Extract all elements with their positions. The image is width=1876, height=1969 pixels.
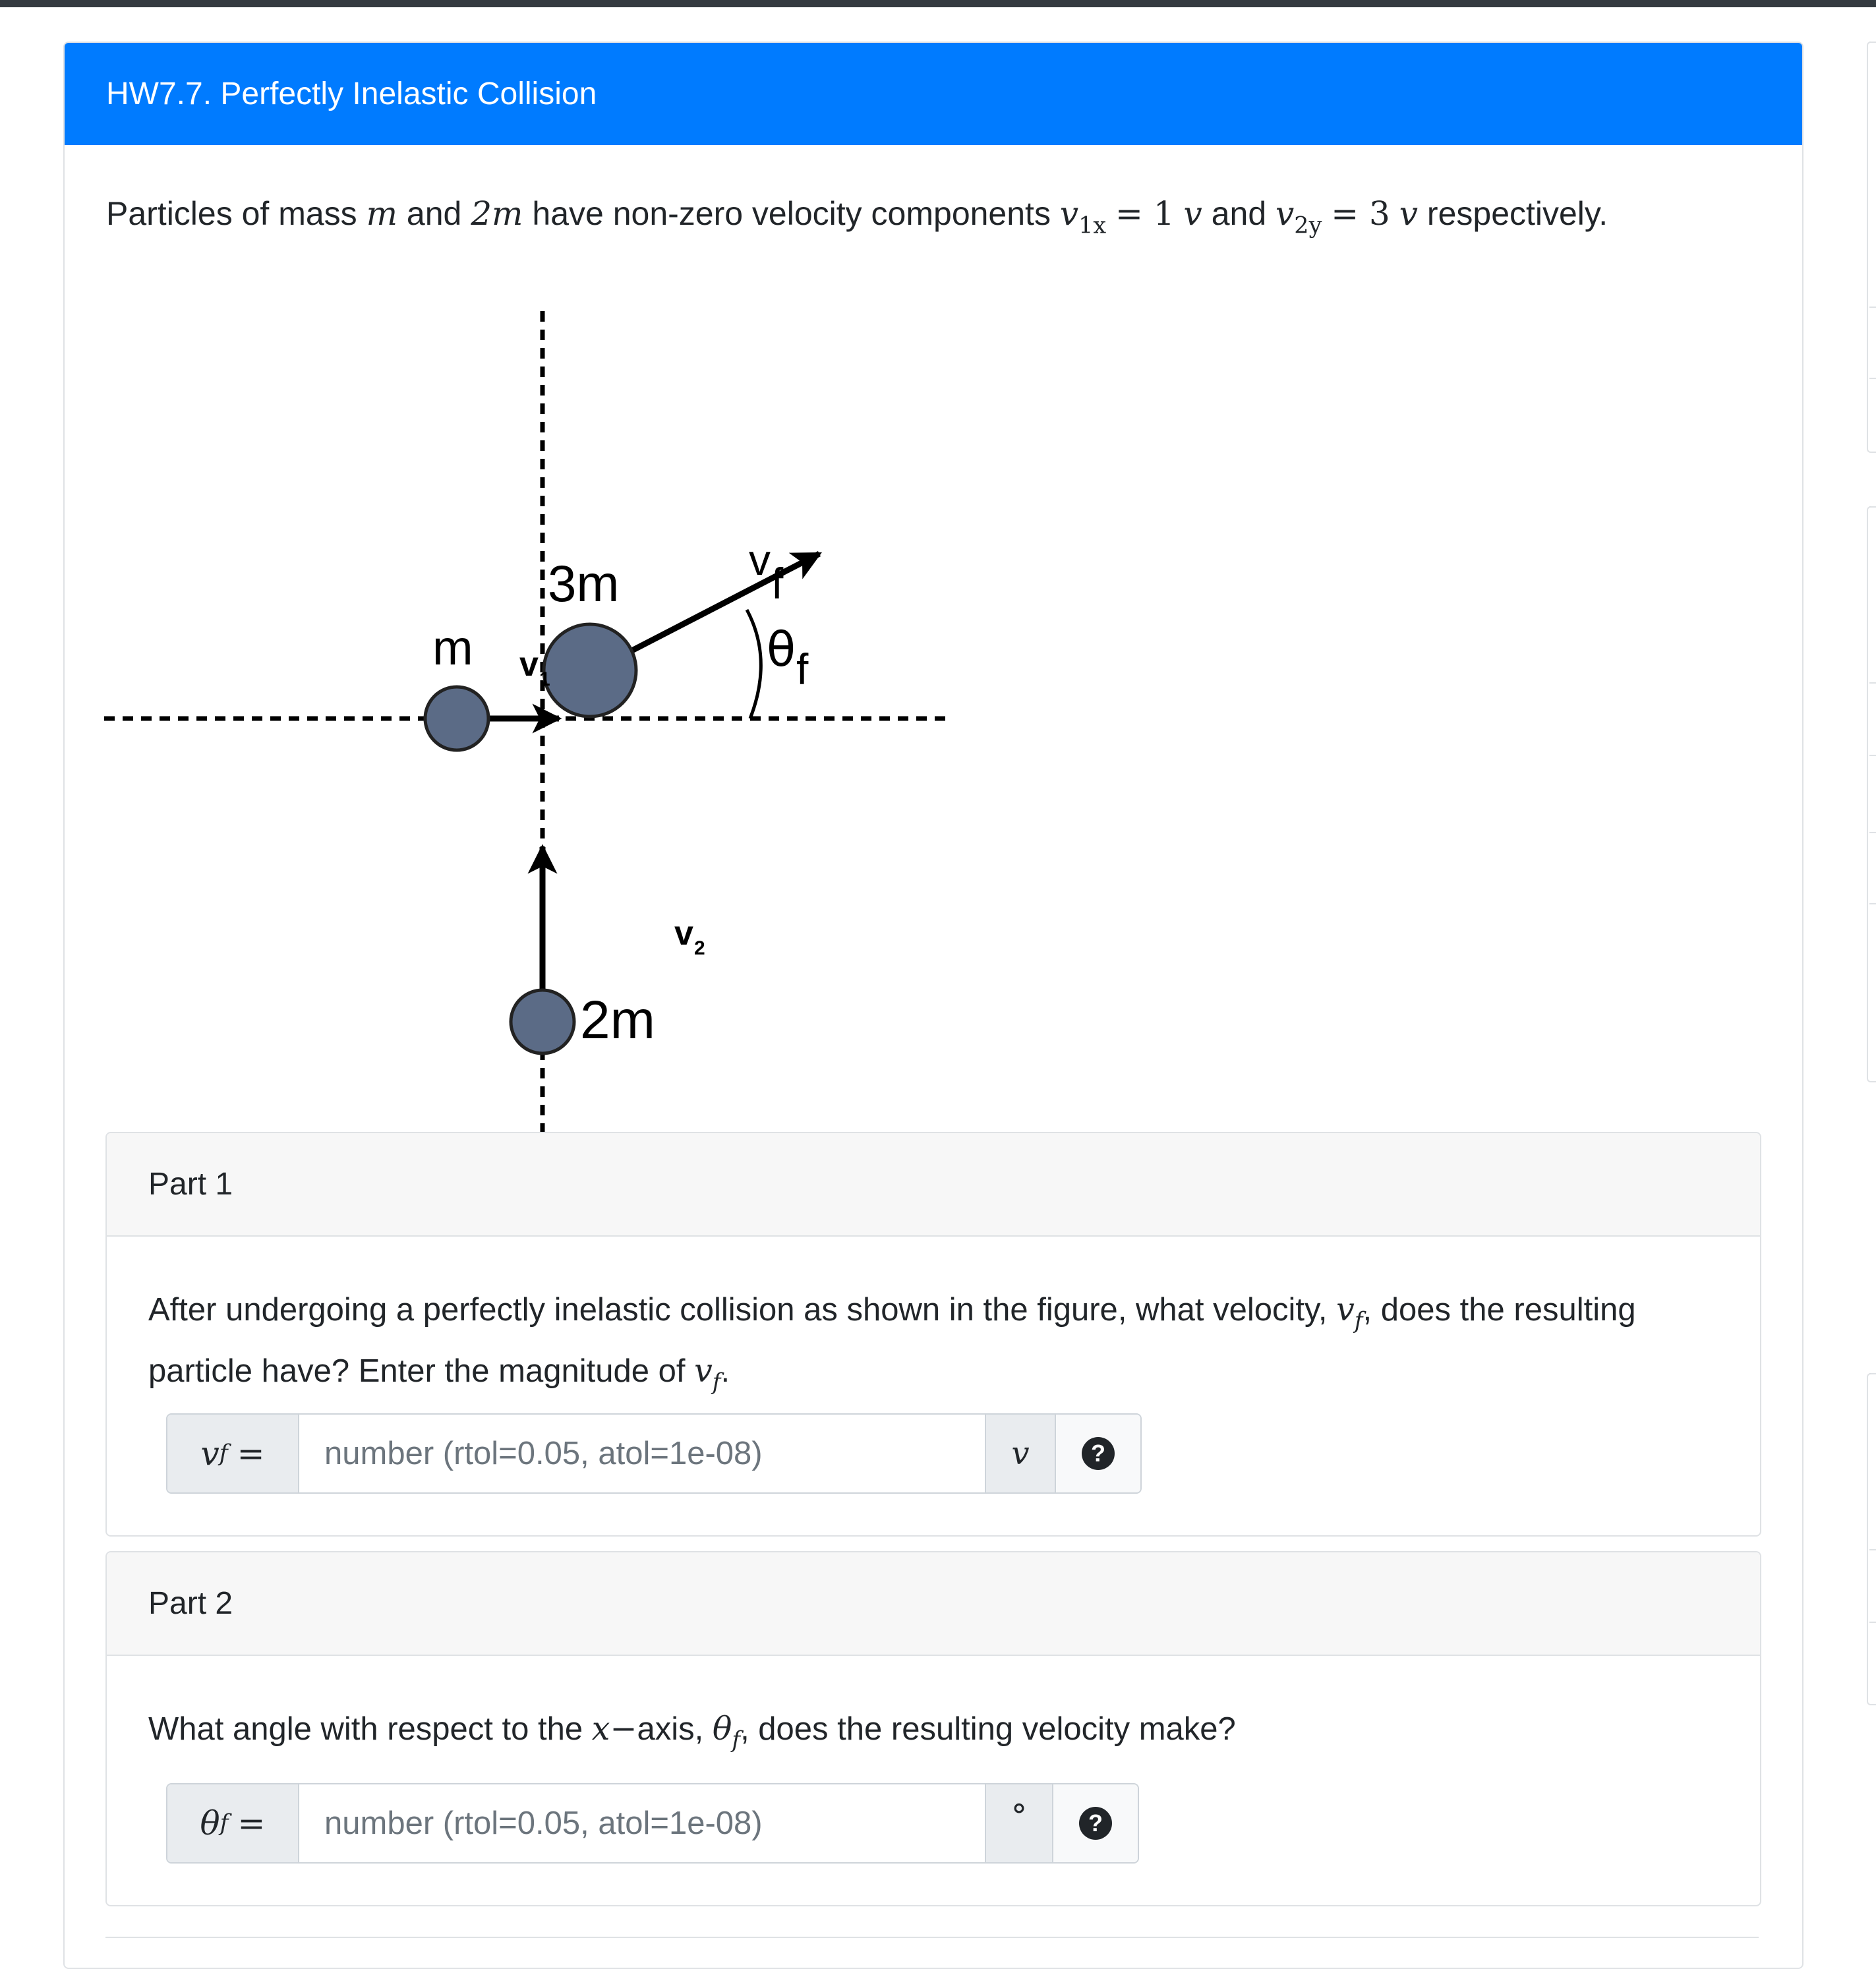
sidebar-divider (1869, 378, 1876, 379)
theta-arc (747, 610, 761, 719)
sidebar-divider (1869, 832, 1876, 833)
label-v2: v (674, 914, 693, 953)
divider (105, 1937, 1759, 1938)
sidebar-card-edge (1867, 506, 1876, 1082)
label-vf-sub: f (771, 559, 784, 608)
part-2-header: Part 2 (107, 1552, 1760, 1656)
theta-input[interactable] (299, 1784, 985, 1862)
part-1-header: Part 1 (107, 1133, 1760, 1237)
question-prompt: Particles of mass m and 2m have non-zero velocity components $v_{1x} = 1$ v and $v_{2y} = 3$ v respectively. (106, 194, 1608, 239)
label-theta-sub: f (796, 645, 809, 693)
label-v2-sub: 2 (694, 937, 705, 959)
sidebar-card-edge (1867, 1373, 1876, 1705)
theta-unit: ° (985, 1784, 1053, 1862)
part-1-question: After undergoing a perfectly inelastic collision as shown in the figure, what velocity, $v_f$, does the resulting particle have? Enter the magnitude of $v_f$. (148, 1291, 1636, 1396)
mass-m-ball (425, 687, 488, 750)
question-title: HW7.7. Perfectly Inelastic Collision (65, 43, 1802, 145)
vf-unit: v (985, 1415, 1056, 1492)
mass-2m-ball (511, 990, 574, 1053)
label-v1: v (519, 645, 539, 684)
label-2m: 2m (580, 990, 655, 1050)
label-vf: v (749, 535, 771, 584)
part-1-help-button[interactable] (1056, 1415, 1140, 1492)
sidebar-divider (1869, 903, 1876, 904)
mass-3m-ball (544, 624, 636, 717)
part-2-answer-group (166, 1783, 1139, 1864)
vf-input[interactable] (299, 1415, 985, 1492)
part-1-card (105, 1132, 1761, 1537)
label-m: m (432, 620, 473, 675)
part-2-help-button[interactable] (1053, 1784, 1138, 1862)
sidebar-divider (1869, 307, 1876, 308)
label-3m: 3m (548, 554, 620, 612)
sidebar-card-edge (1867, 42, 1876, 453)
part-1-answer-group (166, 1413, 1142, 1494)
label-theta: θ (767, 622, 796, 677)
theta-input-label: θ f = (167, 1784, 299, 1862)
part-2-card (105, 1551, 1761, 1906)
top-bar (0, 0, 1876, 7)
sidebar-divider (1869, 1622, 1876, 1623)
sidebar-divider (1869, 1549, 1876, 1550)
part-2-question: What angle with respect to the x−axis, $\theta_f$, does the resulting velocity make? (148, 1710, 1236, 1753)
vf-input-label: v f = (167, 1415, 299, 1492)
question-mark-icon[interactable]: ? (1079, 1807, 1112, 1840)
sidebar-divider (1869, 755, 1876, 756)
label-v1-sub: 1 (539, 668, 550, 690)
collision-diagram (104, 264, 1027, 1173)
question-mark-icon[interactable]: ? (1082, 1437, 1115, 1470)
sidebar-divider (1869, 682, 1876, 684)
